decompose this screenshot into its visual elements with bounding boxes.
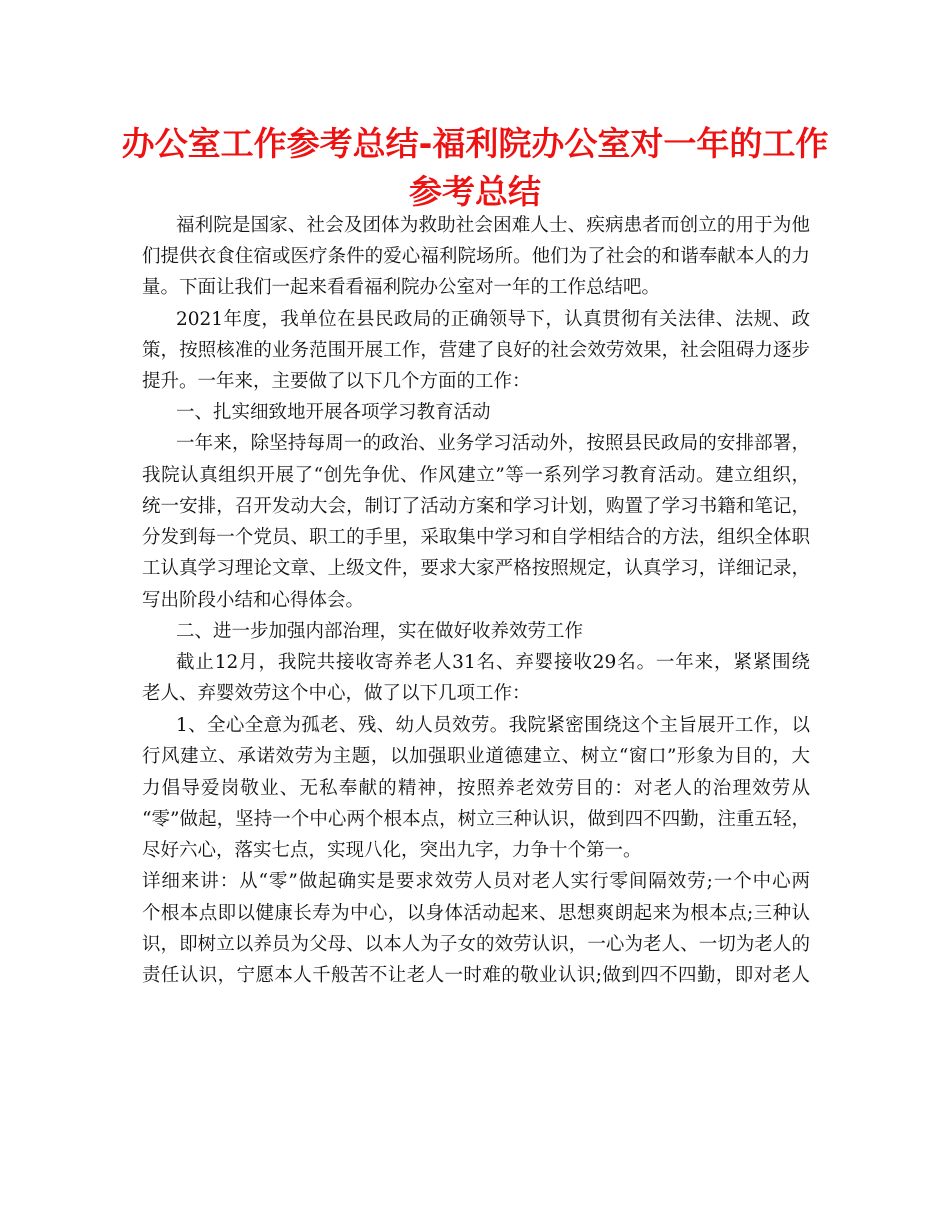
body-line: 老人、弃婴效劳这个中心，做了以下几项工作： (142, 683, 531, 704)
body-line: 福利院是国家、社会及团体为救助社会困难人士、疾病患者而创立的用于为他 (176, 215, 810, 236)
body-line: 责任认识，宁愿本人千般苦不让老人一时难的敬业认识;做到四不四勤，即对老人 (142, 965, 810, 986)
body-line: 统一安排，召开发动大会，制订了活动方案和学习计划，购置了学习书籍和笔记， (142, 496, 810, 517)
body-line: 详细来讲：从“零”做起确实是要求效劳人员对老人实行零间隔效劳;一个中心两 (142, 871, 810, 892)
body-line: 识，即树立以养员为父母、以本人为子女的效劳认识，一心为老人、一切为老人的 (142, 934, 810, 955)
body-line: 量。下面让我们一起来看看福利院办公室对一年的工作总结吧。 (142, 277, 661, 298)
body-line: 提升。一年来，主要做了以下几个方面的工作： (142, 371, 531, 392)
body-line: 们提供衣食住宿或医疗条件的爱心福利院场所。他们为了社会的和谐奉献本人的力 (142, 246, 810, 267)
body-line: 力倡导爱岗敬业、无私奉献的精神，按照养老效劳目的：对老人的治理效劳从 (142, 778, 810, 799)
body-line: “零”做起，坚持一个中心两个根本点，树立三种认识，做到四不四勤，注重五轻， (142, 809, 810, 830)
body-line: 一、扎实细致地开展各项学习教育活动 (176, 402, 491, 423)
body-line: 2021年度，我单位在县民政局的正确领导下，认真贯彻有关法律、法规、政 (176, 309, 810, 330)
body-line: 尽好六心，落实七点，实现八化，突出九字，力争十个第一。 (142, 840, 642, 861)
body-line: 工认真学习理论文章、上级文件，要求大家严格按照规定，认真学习，详细记录， (142, 558, 810, 579)
body-line: 分发到每一个党员、职工的手里，采取集中学习和自学相结合的方法，组织全体职 (142, 527, 810, 548)
body-line: 策，按照核准的业务范围开展工作，营建了良好的社会效劳效果，社会阻碍力逐步 (142, 340, 810, 361)
body-line: 1、全心全意为孤老、残、幼人员效劳。我院紧密围绕这个主旨展开工作，以 (176, 715, 810, 736)
body-line: 写出阶段小结和心得体会。 (142, 590, 365, 611)
body-line: 行风建立、承诺效劳为主题，以加强职业道德建立、树立“窗口”形象为目的，大 (142, 746, 810, 767)
body-line: 个根本点即以健康长寿为中心，以身体活动起来、思想爽朗起来为根本点;三种认 (142, 903, 810, 924)
document-title-continued: 参考总结 (409, 172, 541, 211)
body-line: 我院认真组织开展了“创先争优、作风建立”等一系列学习教育活动。建立组织， (142, 465, 810, 486)
document-title: 办公室工作参考总结-福利院办公室对一年的工作 (121, 124, 829, 163)
body-line: 截止12月，我院共接收寄养老人31名、弃婴接收29名。一年来，紧紧围绕 (176, 652, 810, 673)
body-line: 二、进一步加强内部治理，实在做好收养效劳工作 (176, 621, 584, 642)
body-line: 一年来，除坚持每周一的政治、业务学习活动外，按照县民政局的安排部署， (176, 433, 810, 454)
